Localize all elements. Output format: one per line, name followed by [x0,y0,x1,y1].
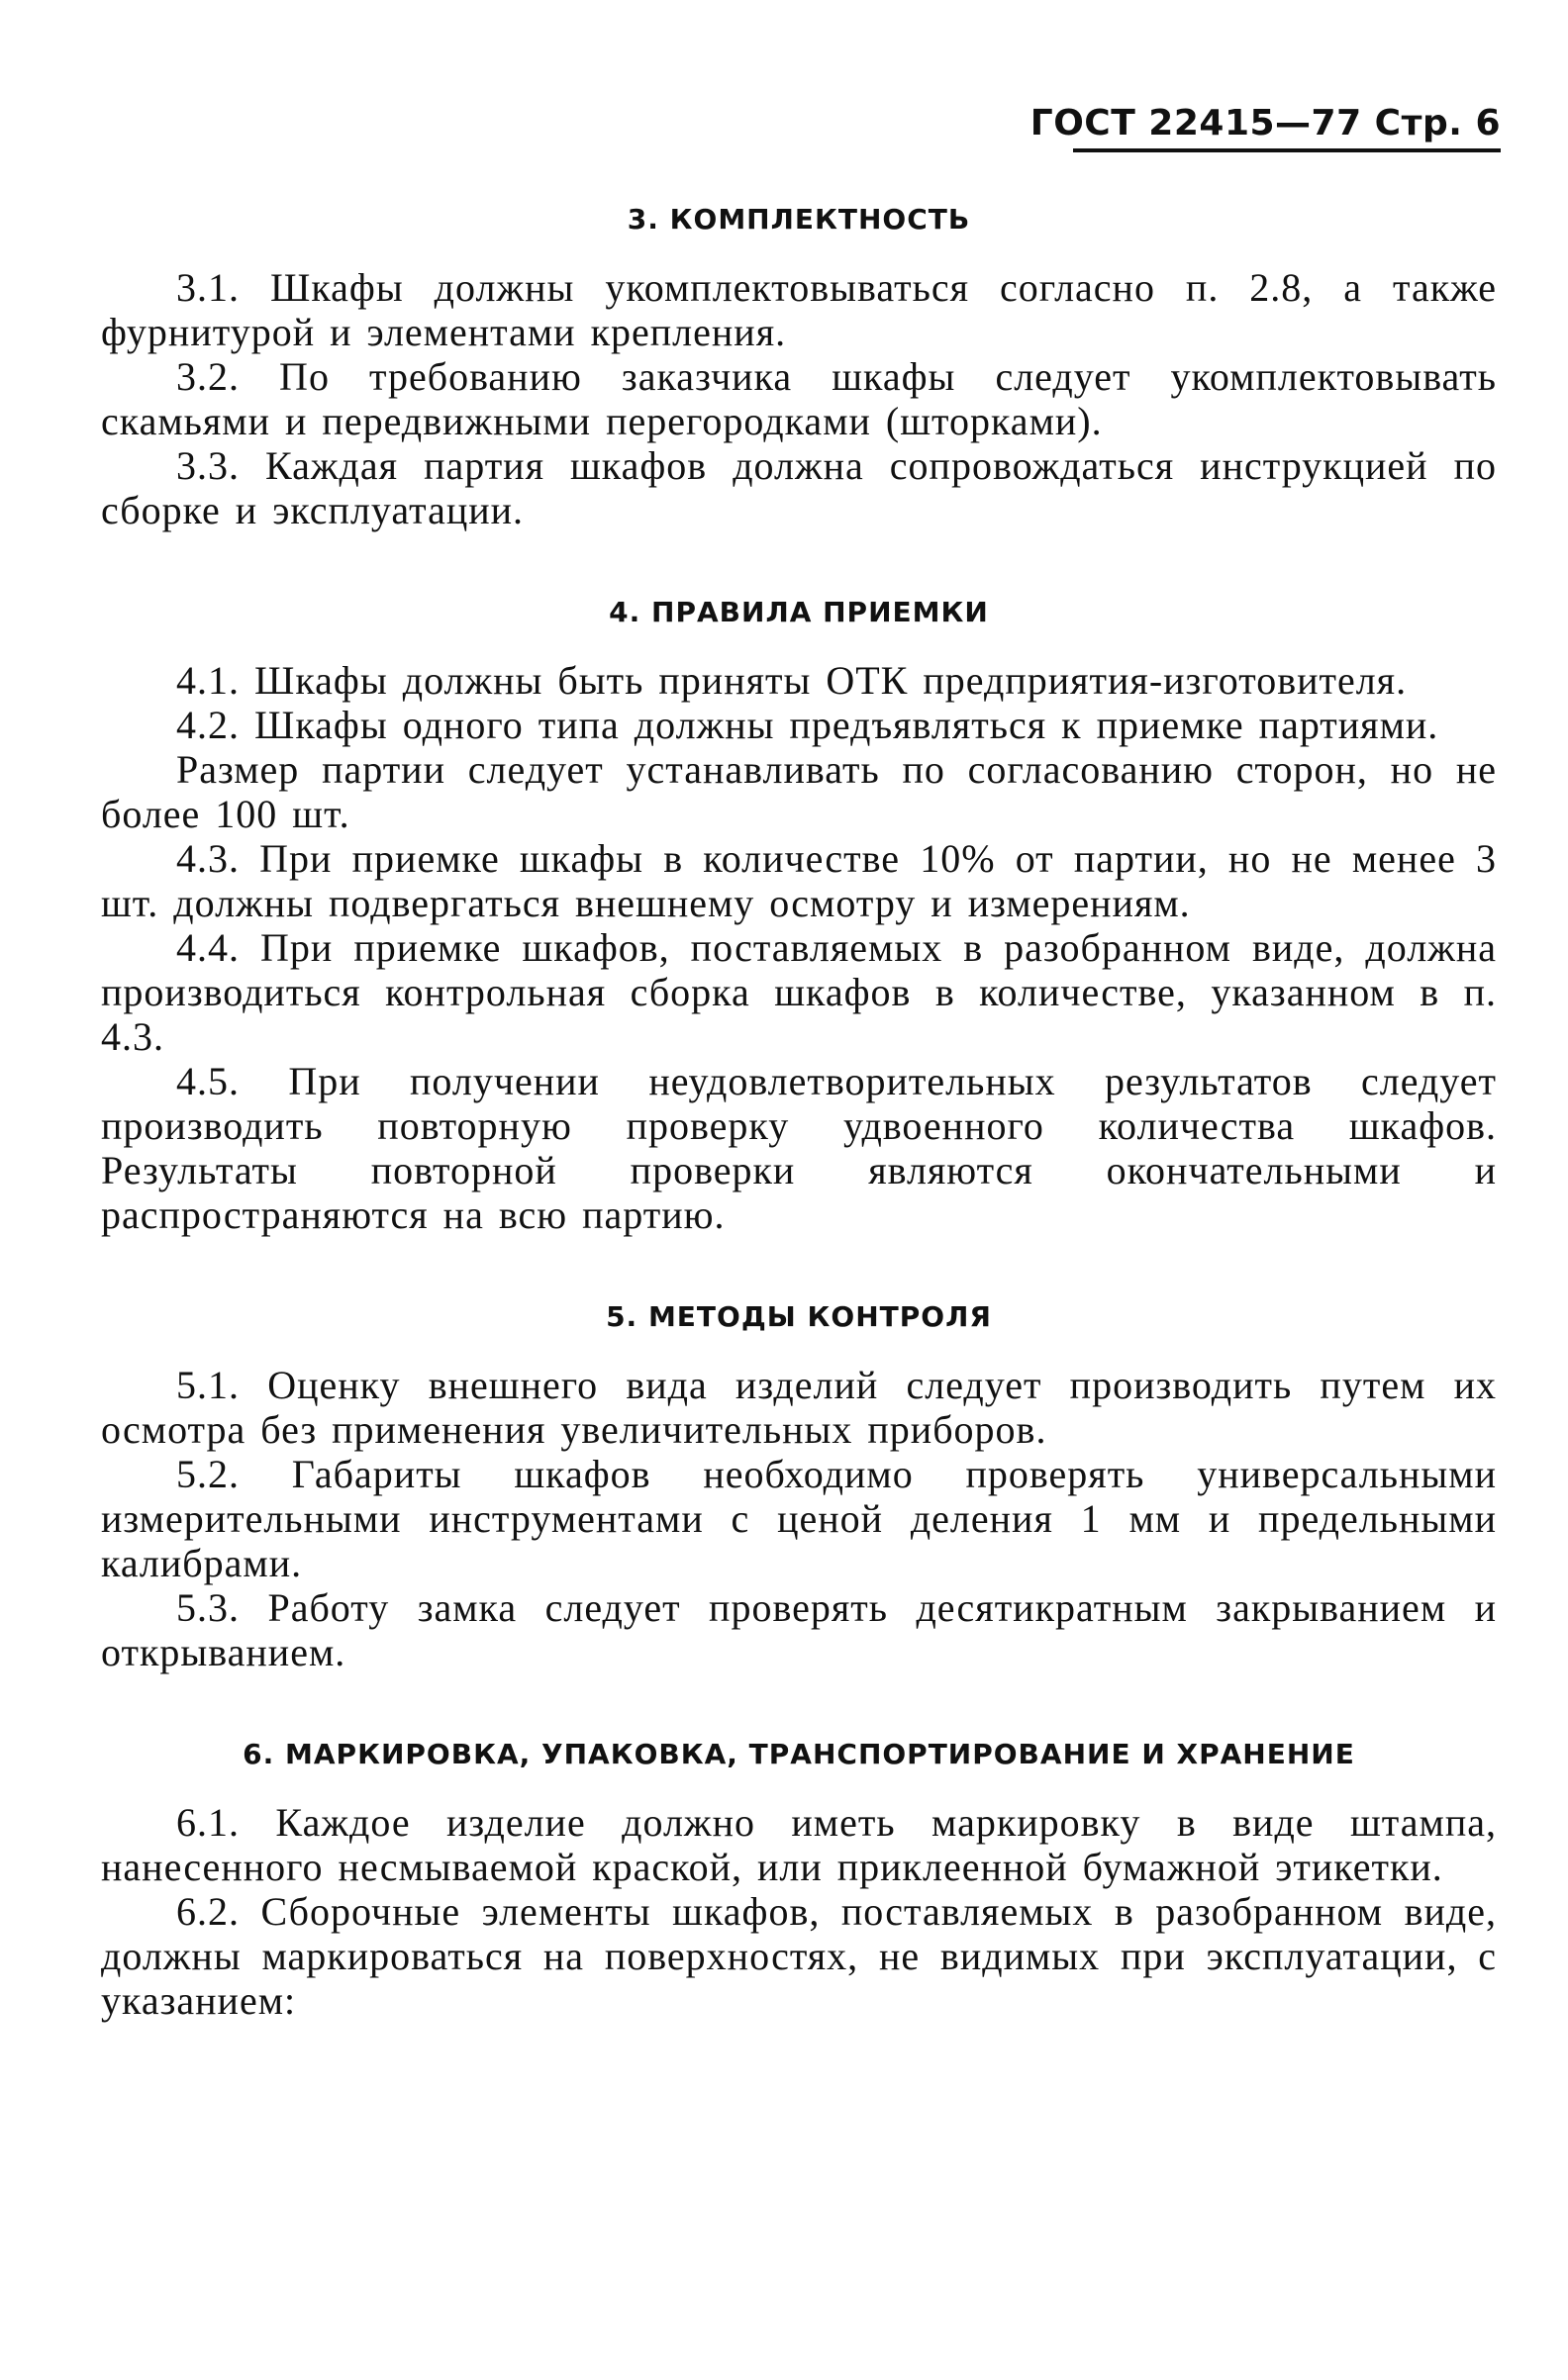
paragraph: 5.1. Оценку внешнего вида изделий следует производить путем их осмотра без применения увеличительных приборов. [101,1363,1497,1452]
paragraph: 5.2. Габариты шкафов необходимо проверять универсальными измерительными инструментами с ценой деления 1 мм и предельными калибрами. [101,1452,1497,1585]
section-marking-packaging [101,1738,1497,2023]
header-rule [1073,148,1501,152]
paragraph: 3.2. По требованию заказчика шкафы следует укомплектовывать скамьями и передвижными перегородками (шторками). [101,354,1497,443]
paragraph: 4.2. Шкафы одного типа должны предъявляться к приемке партиями. [176,703,1439,747]
section-completeness [101,203,1497,532]
paragraph: 5.3. Работу замка следует проверять десятикратным закрыванием и открыванием. [101,1585,1497,1674]
paragraph: 3.3. Каждая партия шкафов должна сопровождаться инструкцией по сборке и эксплуатации. [101,443,1497,532]
paragraph: 4.3. При приемке шкафы в количестве 10% от партии, но не менее 3 шт. должны подвергаться внешнему осмотру и измерениям. [101,836,1497,925]
section-control-methods [101,1300,1497,1674]
paragraph: 6.2. Сборочные элементы шкафов, поставляемых в разобранном виде, должны маркироваться на поверхностях, не видимых при эксплуатации, с указанием: [101,1889,1497,2023]
section-title: 6. МАРКИРОВКА, УПАКОВКА, ТРАНСПОРТИРОВАНИЕ И ХРАНЕНИЕ [243,1738,1355,1770]
paragraph: 4.5. При получении неудовлетворительных результатов следует производить повторную проверку удвоенного количества шкафов. Результаты повторной проверки являются окончательными и распространяются на всю партию. [101,1059,1497,1237]
running-header: ГОСТ 22415—77 Стр. 6 [1029,103,1501,143]
paragraph: 4.4. При приемке шкафов, поставляемых в разобранном виде, должна производиться контрольная сборка шкафов в количестве, указанном в п. 4.3. [101,925,1497,1059]
paragraph: 3.1. Шкафы должны укомплектовываться согласно п. 2.8, а также фурнитурой и элементами крепления. [101,265,1497,354]
paragraph: Размер партии следует устанавливать по согласованию сторон, но не более 100 шт. [101,747,1497,836]
section-acceptance-rules [101,596,1497,1237]
section-title: 5. МЕТОДЫ КОНТРОЛЯ [606,1300,992,1333]
section-title: 3. КОМПЛЕКТНОСТЬ [627,203,971,236]
paragraph: 4.1. Шкафы должны быть приняты ОТК предприятия-изготовителя. [176,658,1408,703]
section-title: 4. ПРАВИЛА ПРИЕМКИ [609,596,989,628]
paragraph: 6.1. Каждое изделие должно иметь маркировку в виде штампа, нанесенного несмываемой краской, или приклеенной бумажной этикетки. [101,1800,1497,1889]
document-body [101,203,1497,2023]
